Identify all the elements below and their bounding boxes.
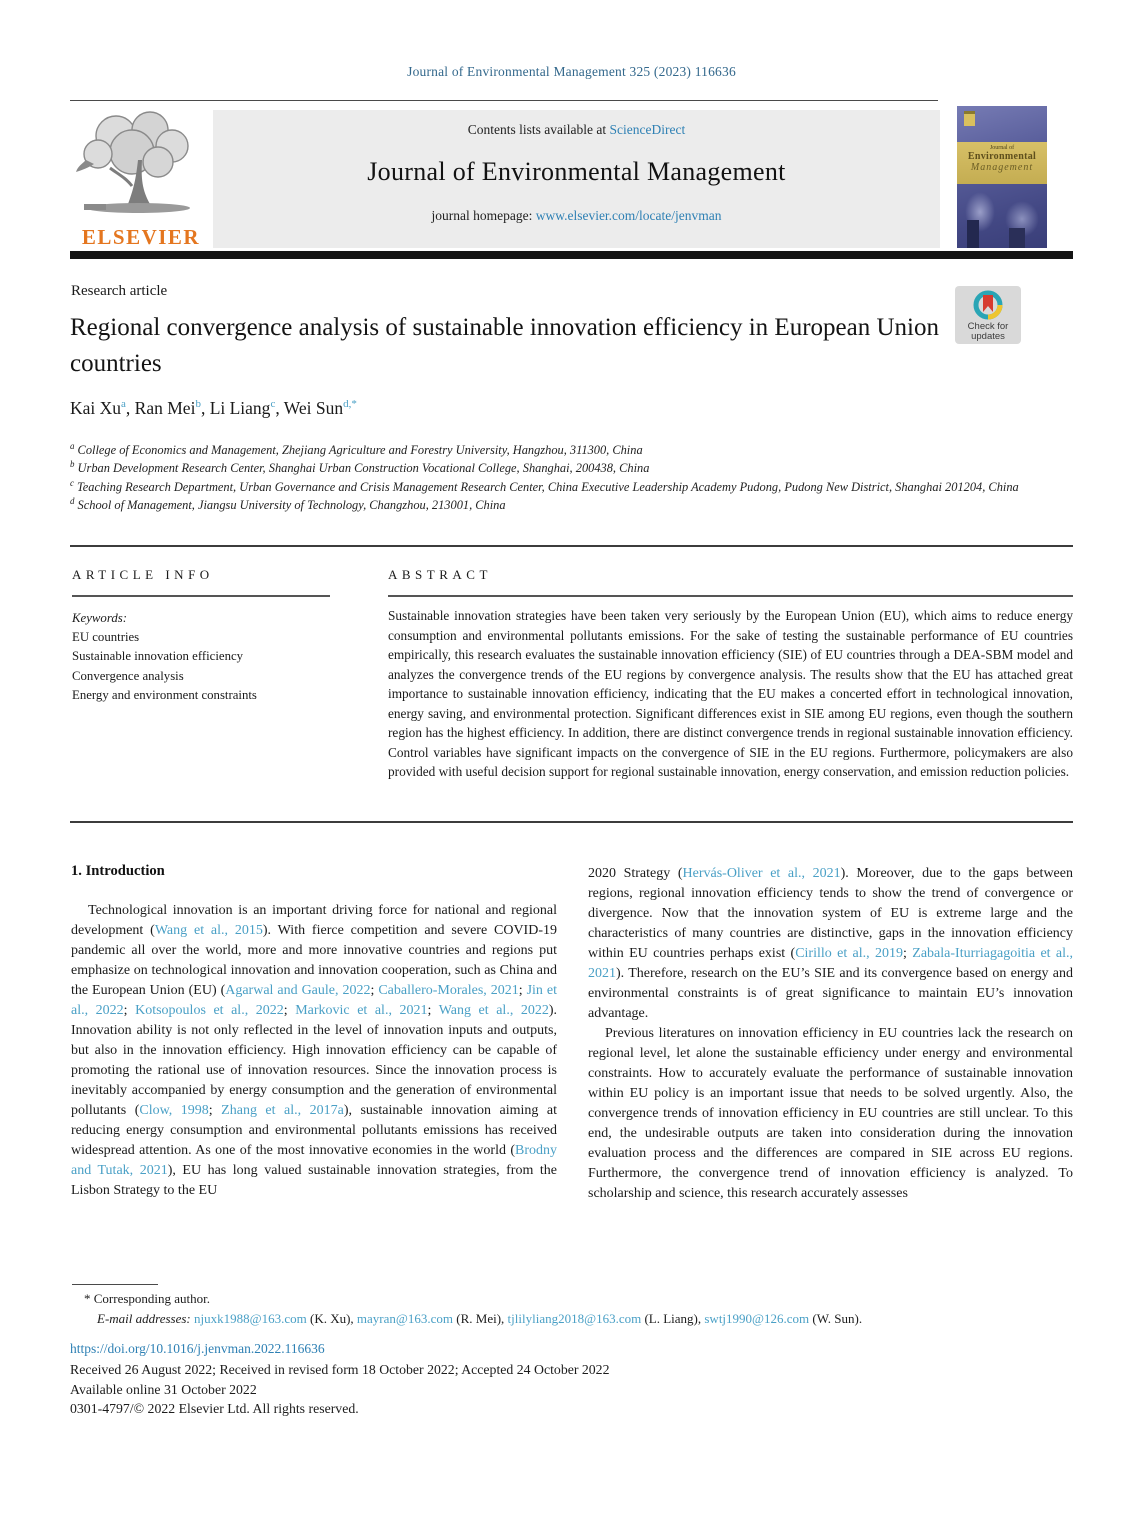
inline-text: School of Management, Jiangsu University of Technology, Changzhou, 213001, China <box>74 497 506 512</box>
inline-link[interactable]: Zhang et al., 2017a <box>221 1103 344 1118</box>
inline-text: , Wei Sun <box>275 398 344 418</box>
inline-text: (K. Xu), <box>306 1311 357 1326</box>
inline-link[interactable]: mayran@163.com <box>356 1311 454 1326</box>
inline-text: , Li Liang <box>200 398 271 418</box>
inline-link[interactable]: Kotsopoulos et al., 2022 <box>135 1003 284 1018</box>
homepage-label: journal homepage: <box>431 208 536 223</box>
inline-text: ), sustainable innovation aiming at reducing energy consumption and environmental pollutants emissions has received widespread attention. As one of the most innovative economies in the world ( <box>71 1103 557 1158</box>
inline-text: Previous literatures on innovation efficiency in EU countries lack the research on regional level, let alone the sustainable efficiency under energy and environmental constraints. How to accurately evaluate the performance of sustainable innovation within EU policy is an important issue that needs to be solved urgently. Also, the convergence trends of innovation efficiency in EU countries are still unclear. To this end, the undesirable outputs are taken into consideration during the innovation evaluation process and the differences are compared in SIE across EU regions. Furthermore, the convergence trend of innovation efficiency is analyzed. To scholarship and science, this research accurately assesses <box>588 1026 1073 1201</box>
available-online: Available online 31 October 2022 <box>70 1382 257 1397</box>
body-column-left <box>71 901 557 1201</box>
inline-text: ; <box>518 983 527 998</box>
inline-text: ), EU has long valued sustainable innovation strategies, from the Lisbon Strategy to the EU <box>71 1163 557 1198</box>
cover-chimney-art <box>967 220 979 248</box>
abstract-heading: ABSTRACT <box>388 567 492 582</box>
inline-text: d <box>70 495 75 506</box>
affiliation-d <box>70 496 1073 513</box>
inline-link[interactable]: Jin et al., 2022 <box>71 983 557 1018</box>
received-dates: Received 26 August 2022; Received in revised form 18 October 2022; Accepted 24 October 2022 <box>70 1362 610 1377</box>
inline-text: ). With fierce competition and severe COVID-19 pandemic all over the world, more and more innovative countries and regions put emphasize on technological innovation and innovation cooperation, such as China and the European Union (EU) ( <box>71 923 557 998</box>
inline-link[interactable]: njuxk1988@163.com <box>194 1311 307 1326</box>
journal-banner <box>213 110 940 248</box>
cover-title-band <box>957 142 1047 184</box>
inline-text: (L. Liang), <box>641 1311 705 1326</box>
contents-line <box>213 110 940 138</box>
divider <box>70 545 1073 547</box>
inline-text: Urban Development Research Center, Shanghai Urban Construction Vocational College, Shanghai, 200438, China <box>74 461 650 476</box>
inline-text: ). Moreover, due to the gaps between regions, regional innovation efficiency tends to show the trend of convergence or divergence. Now that the innovation system of EU is extreme large and the characteristics of many countries are distinctive, gaps in the innovation efficiency within EU countries perhaps exist ( <box>588 866 1073 961</box>
inline-text: (W. Sun). <box>809 1311 863 1326</box>
inline-text: , Ran Mei <box>125 398 196 418</box>
inline-link[interactable]: tjlilyliang2018@163.com <box>507 1311 642 1326</box>
intro-paragraph-1 <box>71 901 557 1201</box>
inline-text: Technological innovation is an important driving force for national and regional development ( <box>71 903 557 938</box>
journal-citation: Journal of Environmental Management 325 (2023) 116636 <box>407 64 736 79</box>
svg-text:updates: updates <box>971 331 1005 342</box>
affiliation-a <box>70 441 1073 458</box>
inline-text: Kai Xu <box>70 398 122 418</box>
inline-link[interactable]: Wang et al., 2015 <box>154 923 263 938</box>
divider <box>72 595 330 597</box>
divider <box>70 821 1073 823</box>
cover-title-line1: Journal of <box>989 145 1015 151</box>
cover-title-line2: Environmental <box>967 151 1037 162</box>
inline-text: ; <box>208 1103 222 1118</box>
inline-link[interactable]: Markovic et al., 2021 <box>295 1003 428 1018</box>
cover-chimney-art <box>1009 228 1025 248</box>
issn-copyright: 0301-4797/© 2022 Elsevier Ltd. All rights reserved. <box>70 1401 359 1416</box>
article-type-label: Research article <box>71 283 168 299</box>
section-heading-introduction: 1. Introduction <box>71 863 165 879</box>
keyword-item: Convergence analysis <box>72 668 184 683</box>
inline-link[interactable]: Clow, 1998 <box>139 1103 209 1118</box>
article-title: Regional convergence analysis of sustainable innovation efficiency in European Union countries <box>70 314 939 377</box>
divider <box>388 595 1073 597</box>
intro-paragraph-2 <box>588 1024 1073 1204</box>
divider <box>70 100 938 101</box>
inline-text: ). Therefore, research on the EU’s SIE and its convergence based on energy and environmental constraints is of great significance to maintain EU’s innovation advantage. <box>588 966 1073 1021</box>
inline-text: ; <box>903 946 913 961</box>
affiliation-b <box>70 459 1073 476</box>
email-addresses <box>97 1311 862 1327</box>
keyword-item: Sustainable innovation efficiency <box>72 649 244 664</box>
journal-cover-thumbnail[interactable] <box>957 106 1047 248</box>
affiliation-c <box>70 478 1073 495</box>
inline-link[interactable]: b <box>195 398 201 411</box>
journal-title: Journal of Environmental Management <box>367 157 786 186</box>
keywords-block <box>72 609 372 705</box>
cover-title-line3: Management <box>970 162 1034 173</box>
inline-text: ). Innovation ability is not only reflected in the level of innovation inputs and outputs, but also in the innovation efficiency. High innovation efficiency can be capable of promoting the rational use of innovation resources. Since the innovation process is inevitably accompanied by energy consumption and the generation of environmental pollutants ( <box>71 1003 558 1118</box>
homepage-link[interactable]: www.elsevier.com/locate/jenvman <box>535 208 722 223</box>
inline-link[interactable]: Caballero-Morales, 2021 <box>378 983 519 998</box>
article-info-heading: ARTICLE INFO <box>72 567 214 582</box>
elsevier-logo[interactable] <box>68 108 214 248</box>
body-column-right <box>588 864 1073 1204</box>
doi-link[interactable]: https://doi.org/10.1016/j.jenvman.2022.116636 <box>70 1341 325 1356</box>
check-updates-icon <box>955 286 1021 344</box>
elsevier-tree-icon <box>68 108 214 222</box>
check-updates-badge[interactable] <box>955 286 1021 344</box>
inline-link[interactable]: Zabala-Iturriagagoitia et al., 2021 <box>588 946 1074 981</box>
inline-text: ; <box>370 983 379 998</box>
inline-text: ; <box>427 1003 439 1018</box>
inline-text: b <box>70 459 75 470</box>
inline-link[interactable]: Agarwal and Gaule, 2022 <box>225 983 371 998</box>
inline-link[interactable]: Cirillo et al., 2019 <box>795 946 904 961</box>
svg-text:Check for: Check for <box>967 321 1009 332</box>
inline-text: E-mail addresses: <box>97 1311 195 1326</box>
intro-paragraph-1-continued <box>588 864 1073 1024</box>
inline-link[interactable]: Hervás-Oliver et al., 2021 <box>682 866 841 881</box>
keywords-list <box>72 628 372 705</box>
contents-text: Contents lists available at <box>467 122 610 137</box>
inline-text: a <box>70 441 75 451</box>
homepage-line <box>213 208 940 224</box>
inline-link[interactable]: Brodny and Tutak, 2021 <box>71 1143 557 1178</box>
keyword-item: Energy and environment constraints <box>72 687 257 702</box>
inline-text: c <box>70 477 74 488</box>
inline-link[interactable]: c <box>270 398 276 411</box>
inline-link[interactable]: swtj1990@126.com <box>704 1311 810 1326</box>
inline-text: ; <box>123 1003 136 1018</box>
footnote-divider <box>72 1284 158 1285</box>
corresponding-author-note: * Corresponding author. <box>84 1291 211 1306</box>
cover-crest-icon <box>964 111 975 126</box>
inline-link[interactable]: d,* <box>343 398 357 411</box>
inline-text: ; <box>283 1003 296 1018</box>
divider-bar <box>70 251 1073 259</box>
inline-text: (R. Mei), <box>453 1311 508 1326</box>
keyword-item: EU countries <box>72 630 140 645</box>
abstract-text: Sustainable innovation strategies have been taken very seriously by the European Union (EU), which aims to reduce energy consumption and environmental pollutants emissions. For the sake of testing the sustainable performance of EU countries empirically, this research evaluates the sustainable innovation efficiency (SIE) of EU countries through a DEA-SBM model and analyzes the convergence trends of the EU regions by convergence analysis. The results show that the EU has attached great importance to sustainable innovation efficiency, indicating that the EU makes a concerted effort in technological innovation, energy saving, and environmental protection. Significant differences exist in SIE among EU regions, even though the southern region has the highest efficiency. In addition, there are distinct convergence trends in regional sustainable innovation efficiency. Control variables have significant impacts on the convergence of SIE in the EU regions. Furthermore, policymakers are also provided with useful decision support for regional sustainable innovation, energy conservation, and emission reduction policies. <box>388 608 1073 780</box>
affiliations <box>70 441 1073 514</box>
inline-text: 2020 Strategy ( <box>588 866 683 881</box>
keywords-label: Keywords: <box>72 611 127 625</box>
inline-link[interactable]: Wang et al., 2022 <box>438 1003 549 1018</box>
sciencedirect-link[interactable]: ScienceDirect <box>609 122 686 137</box>
inline-text: Teaching Research Department, Urban Governance and Crisis Management Research Center, China Executive Leadership Academy Pudong, Pudong New District, Shanghai 201204, China <box>73 479 1019 494</box>
inline-text: College of Economics and Management, Zhejiang Agriculture and Forestry University, Hangzhou, 311300, China <box>74 443 643 458</box>
author-list <box>70 398 357 419</box>
inline-link[interactable]: a <box>121 398 126 411</box>
elsevier-wordmark: ELSEVIER <box>81 225 201 249</box>
